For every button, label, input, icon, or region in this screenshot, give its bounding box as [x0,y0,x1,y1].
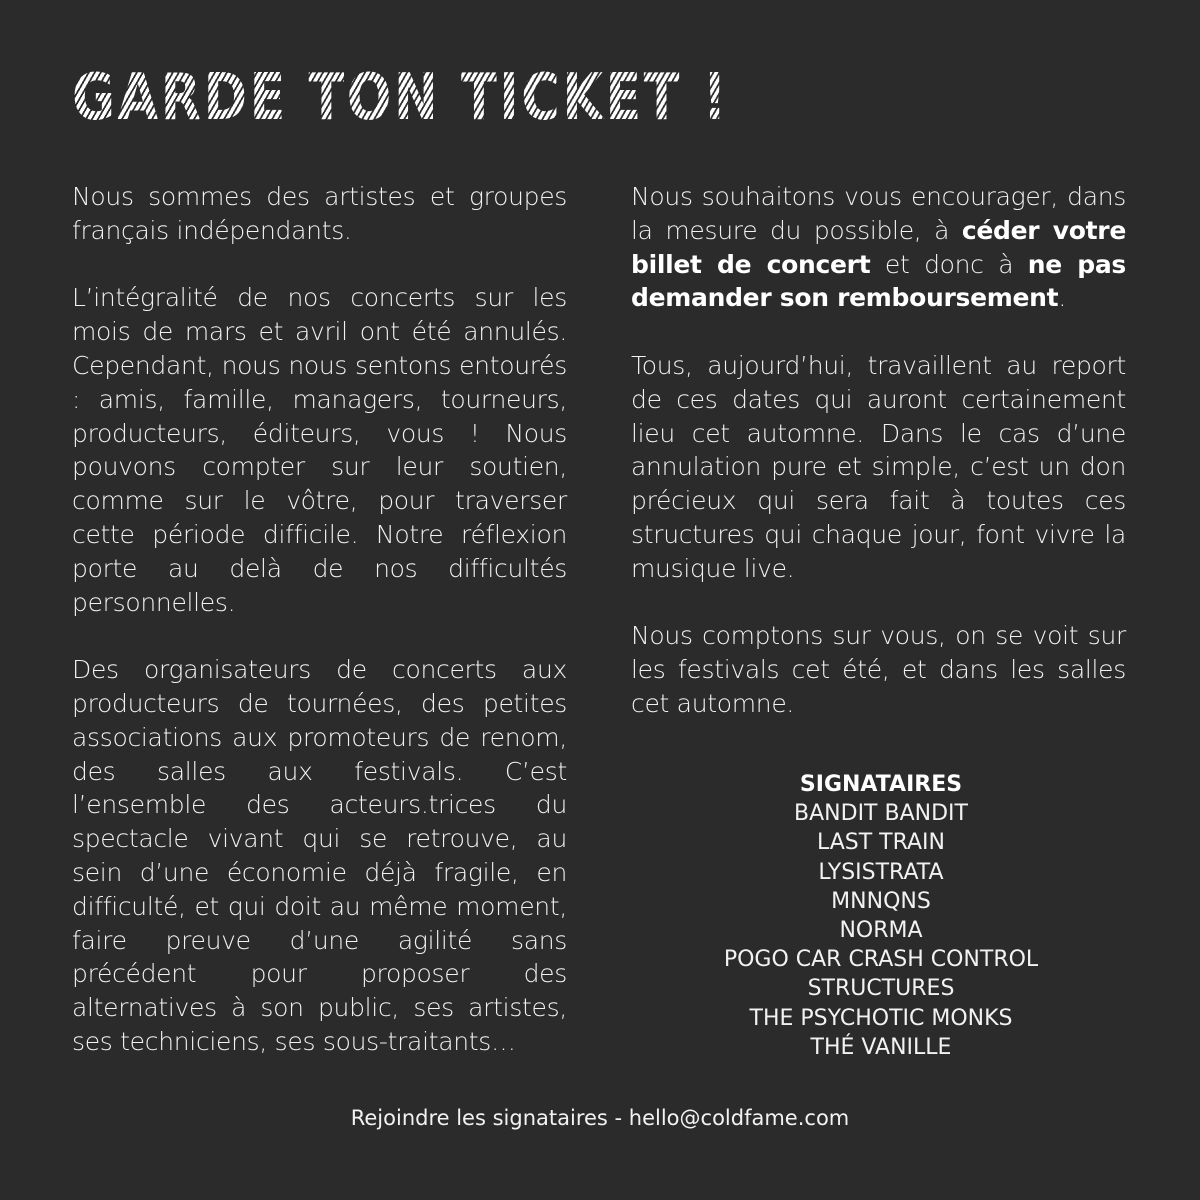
signatory-name: BANDIT BANDIT [794,801,968,827]
postponement-paragraph: Tous, aujourd’hui, travaillent au report de ces dates qui auront certainement lieu cet automne. Dans le cas d’une annulation pure et simple, c’est un don précieux qui sera fait à toutes ces structures qui chaque jour, font vivre la musique live. [631,350,1126,583]
page-title: GARDE TON TICKET ! [72,58,729,138]
signatories-list [631,770,1131,1062]
signatories-heading: SIGNATAIRES [799,772,963,797]
signatory-name: THE PSYCHOTIC MONKS [749,1005,1013,1031]
concerts-cancelled-paragraph: L’intégralité de nos concerts sur les mois de mars et avril ont été annulés. Cependant, nous nous sentons entourés : amis, famille, managers, tourneurs, producteurs, éditeurs, vous ! Nous pouvons compter sur leur soutien, comme sur le vôtre, pour traverser cette période difficile. Notre réflexion porte au delà de nos difficultés personnelles. [72,283,567,617]
signatory-name: MNNQNS [831,888,931,914]
join-signatories-footer: Rejoindre les signataires - hello@coldfame.com [350,1106,850,1130]
signatory-name: STRUCTURES [807,976,955,1002]
appeal-paragraph [631,180,1126,315]
signatory-name: LYSISTRATA [818,859,944,885]
industry-paragraph: Des organisateurs de concerts aux producteurs de tournées, des petites associations aux promoteurs de renom, des salles aux festivals. C’est l’ensemble des acteurs.trices du spectacle vivant qui se retrouve, au sein d’une économie déjà fragile, en difficulté, et qui doit au même moment, faire preuve d’une agilité sans précédent pour proposer des alternatives à son public, ses artistes, ses techniciens, ses sous-traitants… [72,655,567,1056]
right-column [631,180,1126,755]
left-column [72,180,567,1093]
closing-paragraph: Nous comptons sur vous, on se voit sur les festivals cet été, et dans les salles cet automne. [631,621,1126,718]
appeal-bold-2: ne pas demander son remboursement [631,249,1127,313]
appeal-text-1: Nous souhaitons vous encourager, dans la mesure du possible, à [631,182,1126,245]
intro-paragraph: Nous sommes des artistes et groupes français indépendants. [72,182,567,245]
signatory-name: NORMA [839,918,923,944]
appeal-text-2: et donc à [870,249,1028,279]
signatory-name: POGO CAR CRASH CONTROL [723,947,1039,973]
signatory-name: LAST TRAIN [816,830,946,856]
appeal-bold-1: céder votre billet de concert [631,215,1126,279]
signatory-name: THÉ VANILLE [810,1034,952,1060]
appeal-text-3: . [1058,283,1066,313]
